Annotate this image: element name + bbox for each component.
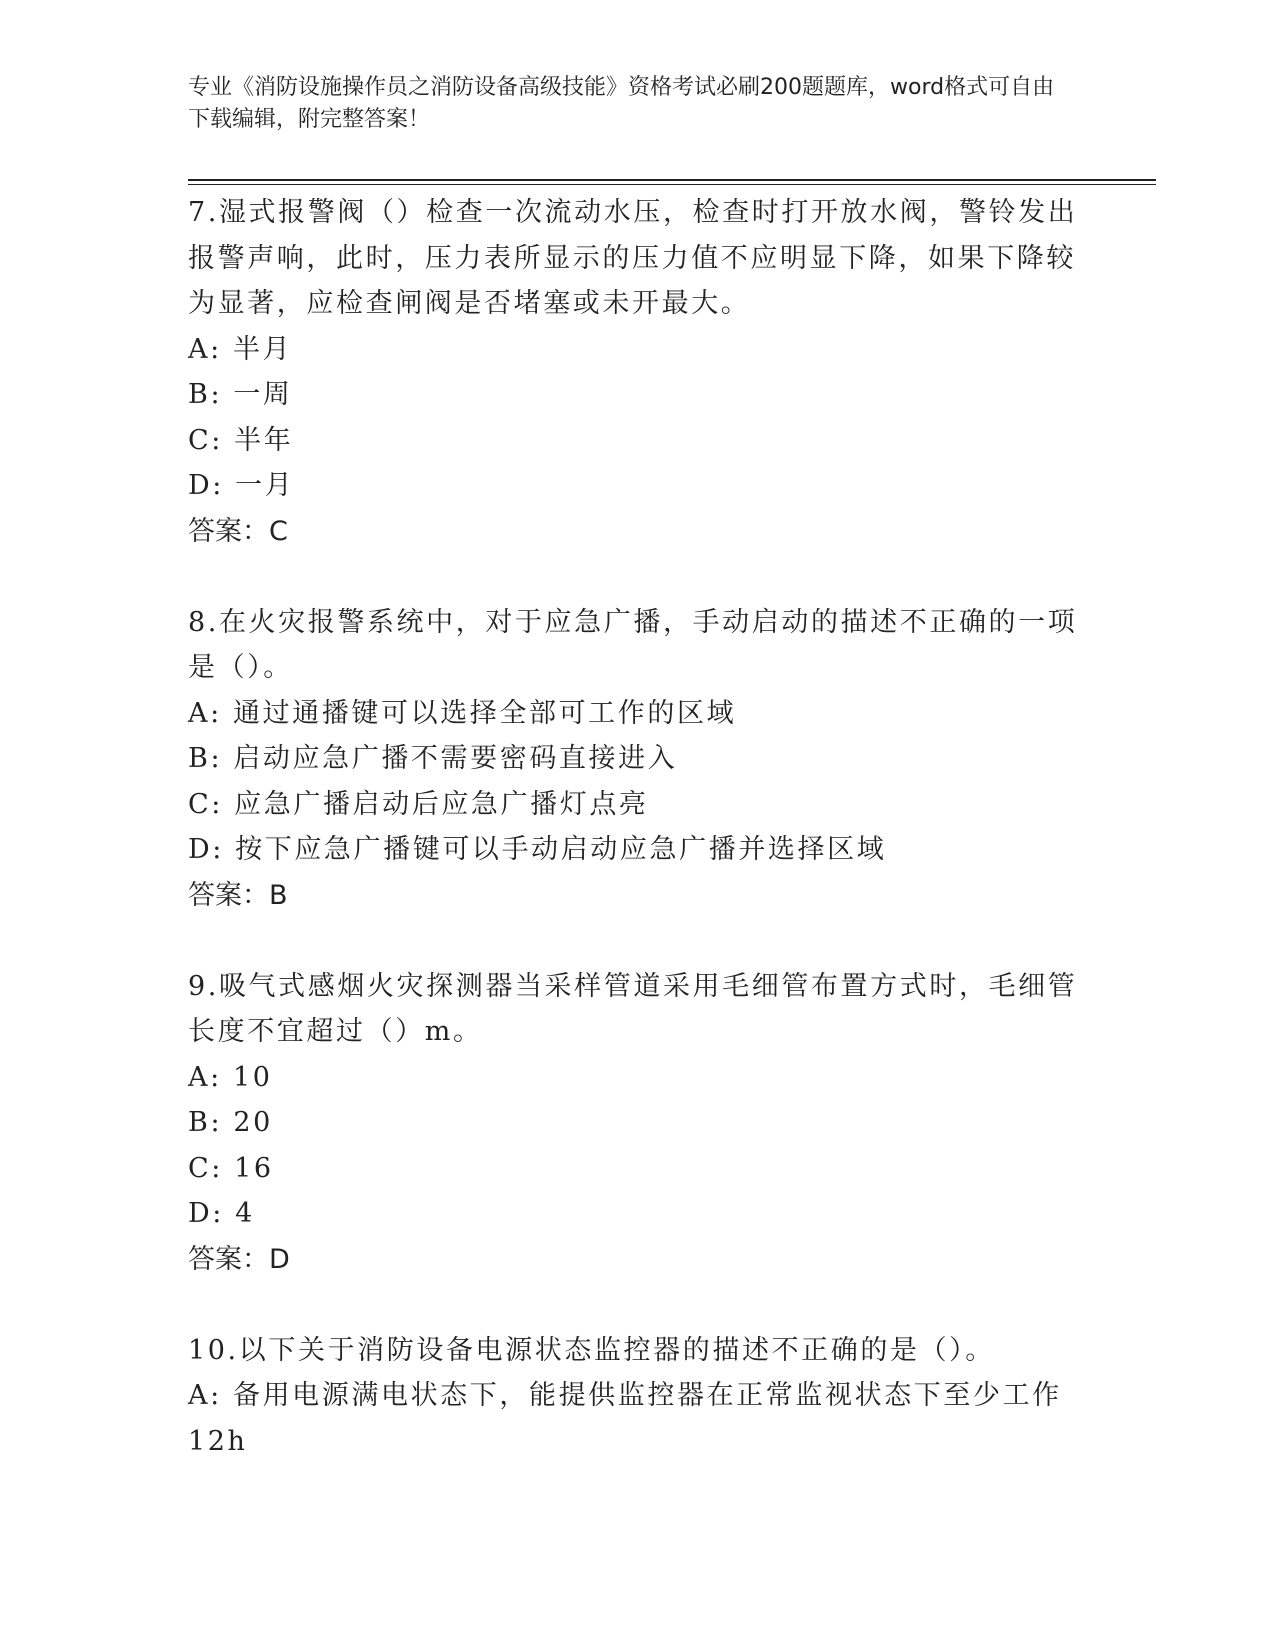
- question-10: [188, 1328, 1088, 1465]
- spacer: [188, 1282, 1088, 1328]
- question-stem: 10.以下关于消防设备电源状态监控器的描述不正确的是（）。: [188, 1334, 995, 1366]
- option-c: C: 半年: [188, 424, 294, 456]
- spacer: [188, 918, 1088, 964]
- option-a: A: 10: [188, 1061, 273, 1093]
- option-d: D: 4: [188, 1198, 255, 1229]
- option-b: B: 20: [188, 1107, 273, 1138]
- spacer: [188, 554, 1088, 600]
- answer-line: 答案：B: [188, 879, 288, 911]
- answer-line: 答案：C: [188, 515, 288, 547]
- option-a: A: 备用电源满电状态下，能提供监控器在正常监视状态下至少工作12h: [188, 1380, 1062, 1457]
- option-c: C: 应急广播启动后应急广播灯点亮: [188, 788, 649, 820]
- question-list: [188, 190, 1088, 1464]
- header-rule-thick: [188, 179, 1156, 181]
- question-stem: 9.吸气式感烟火灾探测器当采样管道采用毛细管布置方式时，毛细管长度不宜超过（）m。: [188, 970, 1078, 1047]
- option-b: B: 启动应急广播不需要密码直接进入: [188, 743, 678, 774]
- question-8: [188, 600, 1088, 919]
- option-d: D: 按下应急广播键可以手动启动应急广播并选择区域: [188, 834, 887, 865]
- document-header: 专业《消防设施操作员之消防设备高级技能》资格考试必刷200题题库，word格式可自由下载编辑，附完整答案！: [188, 75, 1055, 132]
- option-d: D: 一月: [188, 470, 295, 501]
- answer-line: 答案：D: [188, 1243, 290, 1275]
- question-stem: 8.在火灾报警系统中，对于应急广播，手动启动的描述不正确的一项是（）。: [188, 606, 1078, 683]
- question-9: [188, 964, 1088, 1283]
- question-stem: 7.湿式报警阀（）检查一次流动水压，检查时打开放水阀，警铃发出报警声响，此时，压力表所显示的压力值不应明显下降，如果下降较为显著，应检查闸阀是否堵塞或未开最大。: [188, 197, 1078, 319]
- option-a: A: 通过通播键可以选择全部可工作的区域: [188, 697, 737, 729]
- question-7: [188, 190, 1088, 554]
- option-b: B: 一周: [188, 379, 293, 410]
- option-a: A: 半月: [188, 333, 293, 365]
- header-rule-thin: [188, 184, 1156, 185]
- option-c: C: 16: [188, 1152, 274, 1184]
